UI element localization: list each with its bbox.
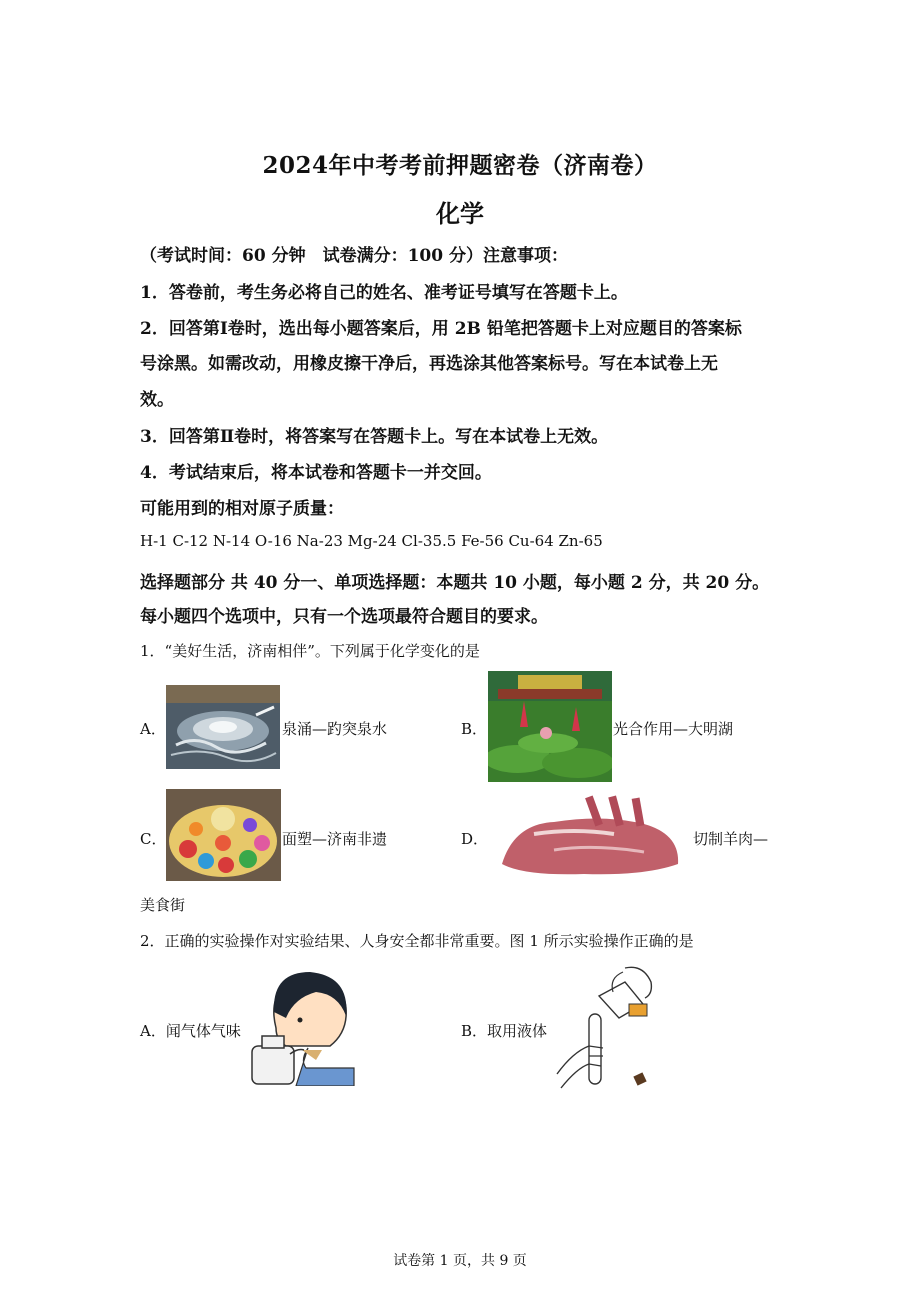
q1-option-d-label: 切制羊肉— <box>693 830 769 848</box>
q2-option-a <box>140 1020 241 1041</box>
section-instruction: 每小题四个选项中，只有一个选项最符合题目的要求。 <box>140 607 548 627</box>
q1-option-c-label: 面塑—济南非遗 <box>282 830 388 848</box>
question-1-stem: 1．“美好生活，济南相伴”。下列属于化学变化的是 <box>140 642 480 660</box>
notice-item-2: 2．回答第Ⅰ卷时，选出每小题答案后，用 2B 铅笔把答题卡上对应题目的答案标 <box>140 319 742 339</box>
page-footer: 试卷第 1 页，共 9 页 <box>393 1253 527 1269</box>
notice-item-4: 4．考试结束后，将本试卷和答题卡一并交回。 <box>140 463 492 483</box>
atomic-mass-list: H-1 C-12 N-14 O-16 Na-23 Mg-24 Cl-35.5 Fe-56 Cu-64 Zn-65 <box>140 532 603 550</box>
exam-info: （考试时间：60 分钟 试卷满分：100 分）注意事项： <box>140 246 568 266</box>
q1-option-d-letter: D． <box>461 830 489 848</box>
q1-option-a-letter: A． <box>140 720 166 738</box>
q1-option-a-label: 泉涌—趵突泉水 <box>282 720 388 738</box>
q1-option-b-letter: B． <box>461 720 488 738</box>
spring-water-image <box>166 685 280 769</box>
q2-option-b-letter: B． <box>461 1022 488 1040</box>
notice-item-3: 3．回答第Ⅱ卷时，将答案写在答题卡上。写在本试卷上无效。 <box>140 427 609 447</box>
q2-option-a-label: 闻气体气味 <box>165 1022 241 1040</box>
section-header: 选择题部分 共 40 分一、单项选择题：本题共 10 小题，每小题 2 分，共 20 分。 <box>140 573 770 593</box>
question-2-stem: 2．正确的实验操作对实验结果、人身安全都非常重要。图 1 所示实验操作正确的是 <box>140 932 694 950</box>
q2-option-b-label: 取用液体 <box>487 1022 548 1040</box>
lotus-lake-image <box>488 671 612 782</box>
smell-gas-image <box>246 968 358 1086</box>
dough-figurine-image <box>166 789 281 881</box>
notice-item-2-cont: 号涂黑。如需改动，用橡皮擦干净后，再选涂其他答案标号。写在本试卷上无 <box>140 354 718 374</box>
lamb-meat-image <box>494 794 686 877</box>
q2-option-a-letter: A． <box>140 1022 166 1040</box>
notice-item-2-end: 效。 <box>140 390 174 410</box>
notice-item-1: 1．答卷前，考生务必将自己的姓名、准考证号填写在答题卡上。 <box>140 283 628 303</box>
take-liquid-image <box>553 964 665 1094</box>
exam-title: 2024年中考考前押题密卷（济南卷） <box>262 152 658 179</box>
atomic-mass-title: 可能用到的相对原子质量： <box>140 499 344 519</box>
q1-option-d-wrap: 美食街 <box>140 896 186 914</box>
q1-option-c-letter: C． <box>140 830 167 848</box>
q2-option-b <box>461 1020 547 1041</box>
q1-option-b-label: 光合作用—大明湖 <box>613 720 734 738</box>
subject-title: 化学 <box>436 199 484 228</box>
